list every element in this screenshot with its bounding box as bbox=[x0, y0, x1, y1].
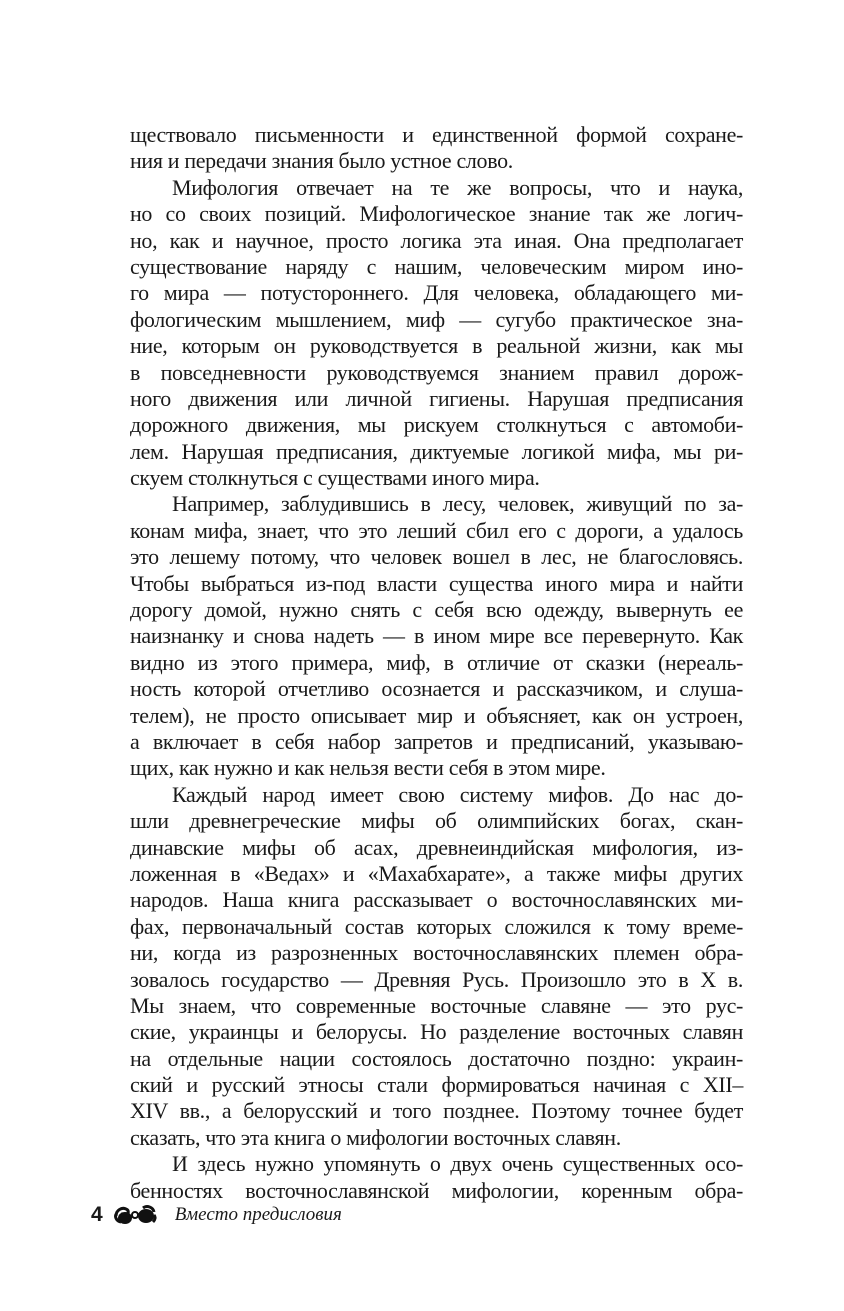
text-line: ние, которым он руководствуется в реальной жизни, как мы bbox=[130, 333, 743, 359]
text-line: существование наряду с нашим, человеческим миром ино- bbox=[130, 253, 743, 279]
text-line: ния и передачи знания было устное слово. bbox=[130, 148, 513, 174]
text-line: сказать, что эта книга о мифологии восточных славян. bbox=[130, 1124, 621, 1150]
ornament-icon bbox=[113, 1204, 157, 1226]
text-line: это лешему потому, что человек вошел в лес, не благословясь. bbox=[130, 544, 743, 570]
text-line: го мира — потустороннего. Для человека, обладающего ми- bbox=[130, 280, 743, 306]
text-line: фах, первоначальный состав которых сложился к тому време- bbox=[130, 913, 743, 939]
text-line: скуем столкнуться с существами иного мира. bbox=[130, 465, 540, 491]
text-line: фологическим мышлением, миф — сугубо практическое зна- bbox=[130, 306, 743, 332]
text-line: бенностях восточнославянской мифологии, коренным обра- bbox=[130, 1177, 743, 1203]
page-number: 4 bbox=[91, 1203, 103, 1226]
text-line: наизнанку и снова надеть — в ином мире все перевернуто. Как bbox=[130, 623, 743, 649]
page-footer bbox=[91, 1200, 342, 1230]
text-line: народов. Наша книга рассказывает о восточнославянских ми- bbox=[130, 887, 743, 913]
text-line: ни, когда из разрозненных восточнославянских племен обра- bbox=[130, 940, 743, 966]
text-line: на отдельные нации состоялось достаточно поздно: украин- bbox=[130, 1045, 743, 1071]
text-line: щих, как нужно и как нельзя вести себя в этом мире. bbox=[130, 755, 606, 781]
text-line: дорогу домой, нужно снять с себя всю одежду, вывернуть ее bbox=[130, 597, 743, 623]
text-line: конам мифа, знает, что это леший сбил его с дороги, а удалось bbox=[130, 517, 743, 543]
text-line: видно из этого примера, миф, в отличие от сказки (нереаль- bbox=[130, 649, 743, 675]
text-line: ский и русский этносы стали формироваться начиная с XII– bbox=[130, 1072, 743, 1098]
text-line: ложенная в «Ведах» и «Махабхарате», а также мифы других bbox=[130, 860, 743, 886]
text-line: лем. Нарушая предписания, диктуемые логикой мифа, мы ри- bbox=[130, 438, 743, 464]
text-line: XIV вв., а белорусский и того позднее. Поэтому точнее будет bbox=[130, 1098, 743, 1124]
text-line: шли древнегреческие мифы об олимпийских богах, скан- bbox=[130, 808, 743, 834]
text-line: Чтобы выбраться из-под власти существа иного мира и найти bbox=[130, 570, 743, 596]
text-line: но, как и научное, просто логика эта иная. Она предполагает bbox=[130, 227, 743, 253]
text-line: ного движения или личной гигиены. Нарушая предписания bbox=[130, 385, 743, 411]
text-line: И здесь нужно упомянуть о двух очень существенных осо- bbox=[172, 1151, 743, 1177]
text-line: Мифология отвечает на те же вопросы, что и наука, bbox=[172, 174, 743, 200]
text-line: динавские мифы об асах, древнеиндийская мифология, из- bbox=[130, 834, 743, 860]
text-line: Например, заблудившись в лесу, человек, живущий по за- bbox=[172, 491, 743, 517]
text-line: ность которой отчетливо осознается и рассказчиком, и слуша- bbox=[130, 676, 743, 702]
text-line: но со своих позиций. Мифологическое знание так же логич- bbox=[130, 201, 743, 227]
text-line: а включает в себя набор запретов и предписаний, указываю- bbox=[130, 728, 743, 754]
running-title: Вместо предисловия bbox=[174, 1204, 342, 1225]
text-line: в повседневности руководствуемся знанием правил дорож- bbox=[130, 359, 743, 385]
text-line: зовалось государство — Древняя Русь. Произошло это в X в. bbox=[130, 966, 743, 992]
text-line: Каждый народ имеет свою систему мифов. До нас до- bbox=[172, 781, 743, 807]
text-line: ские, украинцы и белорусы. Но разделение восточных славян bbox=[130, 1019, 743, 1045]
text-line: дорожного движения, мы рискуем столкнуться с автомоби- bbox=[130, 412, 743, 438]
text-line: ществовало письменности и единственной формой сохране- bbox=[130, 122, 743, 147]
text-line: телем), не просто описывает мир и объясняет, как он устроен, bbox=[130, 702, 743, 728]
body-text bbox=[130, 122, 743, 1204]
text-line: Мы знаем, что современные восточные славяне — это рус- bbox=[130, 992, 743, 1018]
